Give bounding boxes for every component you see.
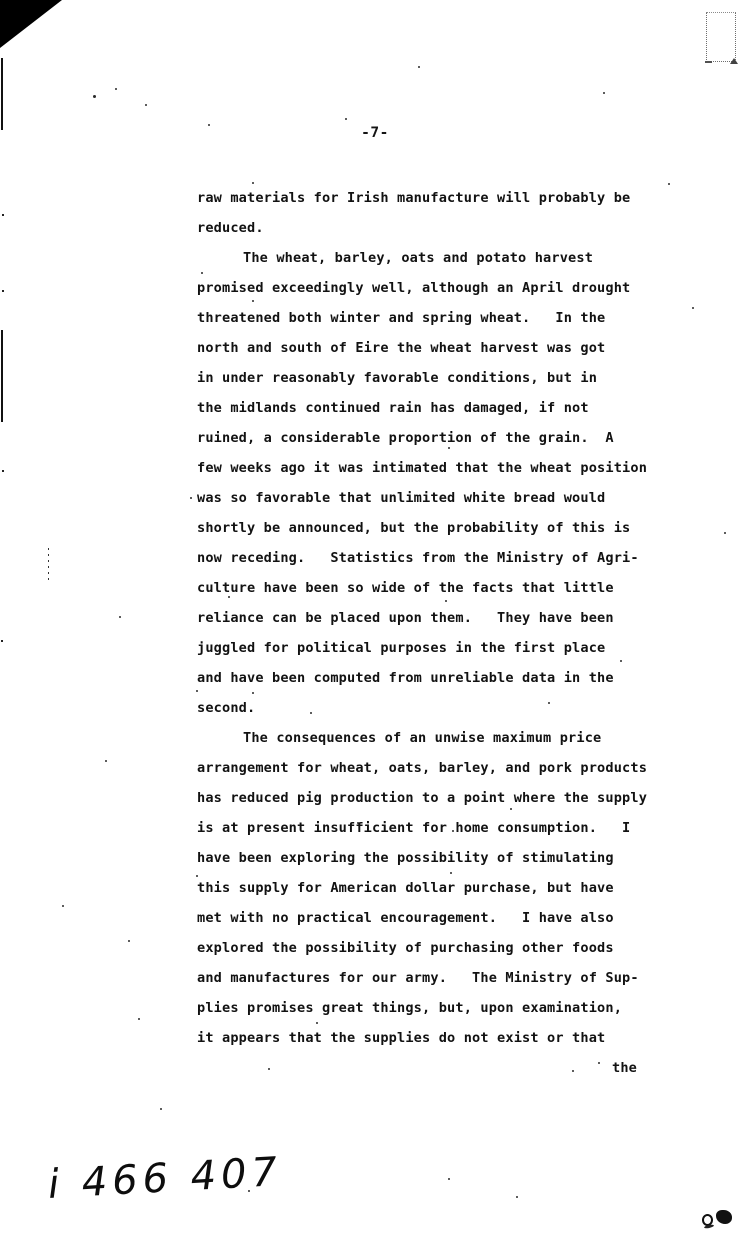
typed-line: was so favorable that unlimited white bread would: [197, 490, 606, 506]
typed-line: reduced.: [197, 220, 264, 236]
scan-speck: [138, 1018, 140, 1020]
scan-speck: [603, 92, 605, 94]
typed-line: raw materials for Irish manufacture will probably be: [197, 190, 631, 206]
typed-line: shortly be announced, but the probability of this is: [197, 520, 631, 536]
scan-speck: [724, 532, 726, 534]
scan-speck: [62, 905, 64, 907]
typed-line: in under reasonably favorable conditions, but in: [197, 370, 598, 386]
handwritten-archive-note: i 466 407: [46, 1148, 284, 1208]
typed-line: plies promises great things, but, upon examination,: [197, 1000, 623, 1016]
typed-line: reliance can be placed upon them. They have been: [197, 610, 614, 626]
typed-line: have been exploring the possibility of stimulating: [197, 850, 614, 866]
typed-line: promised exceedingly well, although an April drought: [197, 280, 631, 296]
stamp-outline-icon: [706, 12, 736, 62]
scan-edge-tick: [1, 640, 3, 642]
scan-speck: [128, 940, 130, 942]
left-edge-dotted-mark: [48, 548, 49, 584]
scan-speck: [345, 118, 347, 120]
typed-line: the: [612, 1060, 638, 1076]
ink-smudge-icon: [700, 1208, 734, 1232]
left-edge-line-lower: [1, 330, 3, 422]
typed-line: threatened both winter and spring wheat. In the: [197, 310, 606, 326]
typed-line: it appears that the supplies do not exist or that: [197, 1030, 606, 1046]
page-number: -7-: [361, 125, 389, 141]
typed-line: this supply for American dollar purchase, but have: [197, 880, 614, 896]
scan-speck: [119, 616, 121, 618]
typed-body-text: [197, 183, 717, 1083]
typed-line: and have been computed from unreliable data in the: [197, 670, 614, 686]
scan-speck: [145, 104, 147, 106]
typed-line: second.: [197, 700, 256, 716]
typed-line: and manufactures for our army. The Ministry of Sup-: [197, 970, 639, 986]
typed-line: is at present insufficient for home consumption. I: [197, 820, 631, 836]
scan-speck: [516, 1196, 518, 1198]
typed-line: The consequences of an unwise maximum price: [243, 730, 602, 746]
scan-speck: [190, 497, 192, 499]
scan-edge-tick: [2, 470, 4, 472]
typed-line: few weeks ago it was intimated that the wheat position: [197, 460, 648, 476]
typed-line: juggled for political purposes in the first place: [197, 640, 606, 656]
scan-edge-tick: [2, 290, 4, 292]
scan-speck: [105, 760, 107, 762]
scan-corner-shadow: [0, 0, 62, 48]
left-edge-line-upper: [1, 58, 3, 130]
scan-speck: [448, 1178, 450, 1180]
typed-line: met with no practical encouragement. I have also: [197, 910, 614, 926]
typed-line: the midlands continued rain has damaged, if not: [197, 400, 589, 416]
scan-speck: [418, 66, 420, 68]
typed-line: The wheat, barley, oats and potato harvest: [243, 250, 594, 266]
smudge-blob: [716, 1210, 732, 1224]
typed-line: has reduced pig production to a point where the supply: [197, 790, 648, 806]
scan-speck: [93, 95, 96, 98]
scan-edge-tick: [2, 214, 4, 216]
scan-speck: [160, 1108, 162, 1110]
typed-line: culture have been so wide of the facts that little: [197, 580, 614, 596]
scan-speck: [115, 88, 117, 90]
typed-line: arrangement for wheat, oats, barley, and pork products: [197, 760, 648, 776]
typed-line: now receding. Statistics from the Ministry of Agri-: [197, 550, 639, 566]
typed-line: north and south of Eire the wheat harvest was got: [197, 340, 606, 356]
smudge-streak: [704, 1224, 714, 1229]
typed-line: ruined, a considerable proportion of the grain. A: [197, 430, 614, 446]
typed-line: explored the possibility of purchasing other foods: [197, 940, 614, 956]
